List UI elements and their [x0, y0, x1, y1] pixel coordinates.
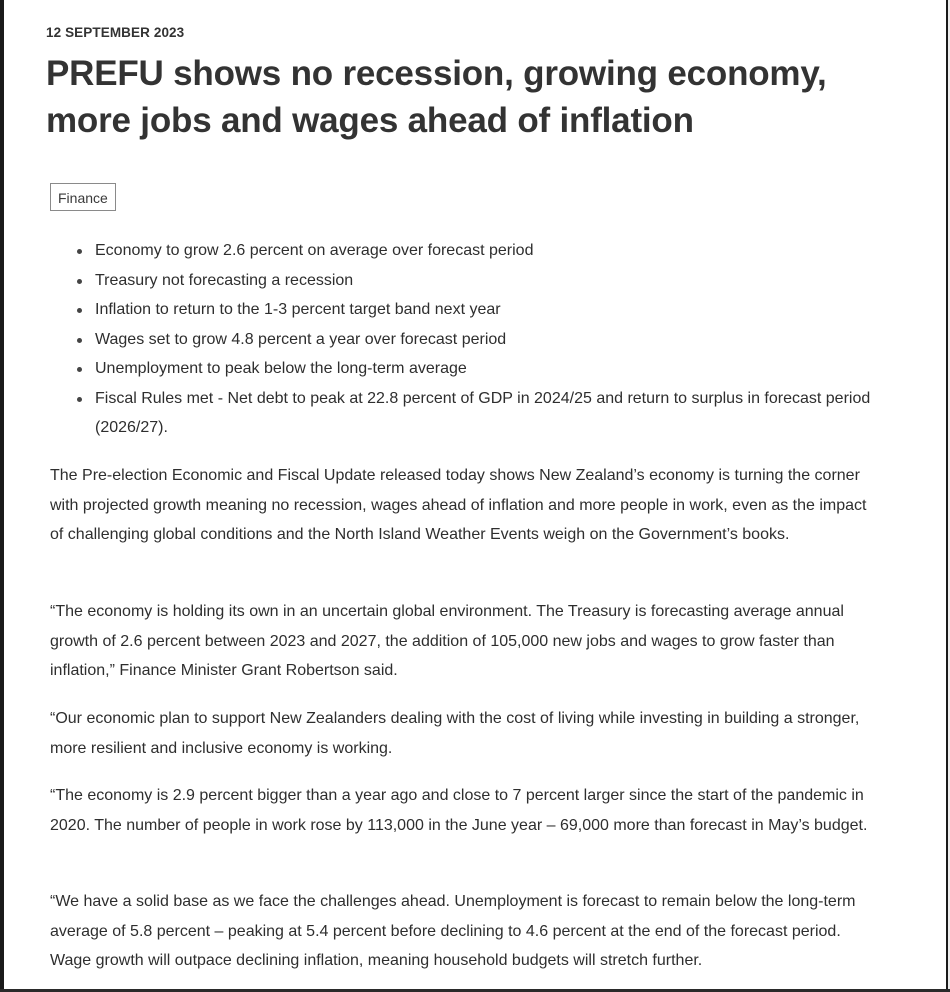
key-point: Economy to grow 2.6 percent on average over forecast period: [74, 236, 874, 266]
body-paragraph: “The economy is 2.9 percent bigger than a year ago and close to 7 percent larger since the start of the pandemic in 2020. The number of people in work rose by 113,000 in the June year – 69,000 more than forecast in May’s budget.: [50, 787, 868, 834]
body-paragraph: “We have a solid base as we face the challenges ahead. Unemployment is forecast to remain below the long-term average of 5.8 percent – peaking at 5.4 percent before declining to 4.6 percent at the end of the forecast period. Wage growth will outpace declining inflation, meaning household budgets will stretch further.: [50, 893, 856, 969]
key-point: Treasury not forecasting a recession: [74, 266, 874, 296]
article-date: 12 SEPTEMBER 2023: [46, 25, 185, 40]
body-paragraph: “The economy is holding its own in an uncertain global environment. The Treasury is forecasting average annual growth of 2.6 percent between 2023 and 2027, the addition of 105,000 new jobs and wages to grow faster than inflation,” Finance Minister Grant Robertson said.: [50, 603, 844, 679]
body-paragraph: The Pre-election Economic and Fiscal Update released today shows New Zealand’s economy is turning the corner with projected growth meaning no recession, wages ahead of inflation and more people in work, even as the impact of challenging global conditions and the North Island Weather Events weigh on the Government’s books.: [50, 467, 867, 543]
key-point: Wages set to grow 4.8 percent a year over forecast period: [74, 325, 874, 355]
key-points-list: [74, 236, 874, 443]
category-tag-finance[interactable]: Finance: [50, 183, 116, 211]
article-page: [4, 0, 946, 989]
key-point: Unemployment to peak below the long-term average: [74, 354, 874, 384]
key-point: Inflation to return to the 1-3 percent target band next year: [74, 295, 874, 325]
body-paragraph: “Our economic plan to support New Zealanders dealing with the cost of living while investing in building a stronger, more resilient and inclusive economy is working.: [50, 710, 860, 757]
key-point: Fiscal Rules met - Net debt to peak at 22.8 percent of GDP in 2024/25 and return to surplus in forecast period (2026/27).: [74, 384, 874, 443]
article-title: PREFU shows no recession, growing economy, more jobs and wages ahead of inflation: [46, 54, 827, 140]
